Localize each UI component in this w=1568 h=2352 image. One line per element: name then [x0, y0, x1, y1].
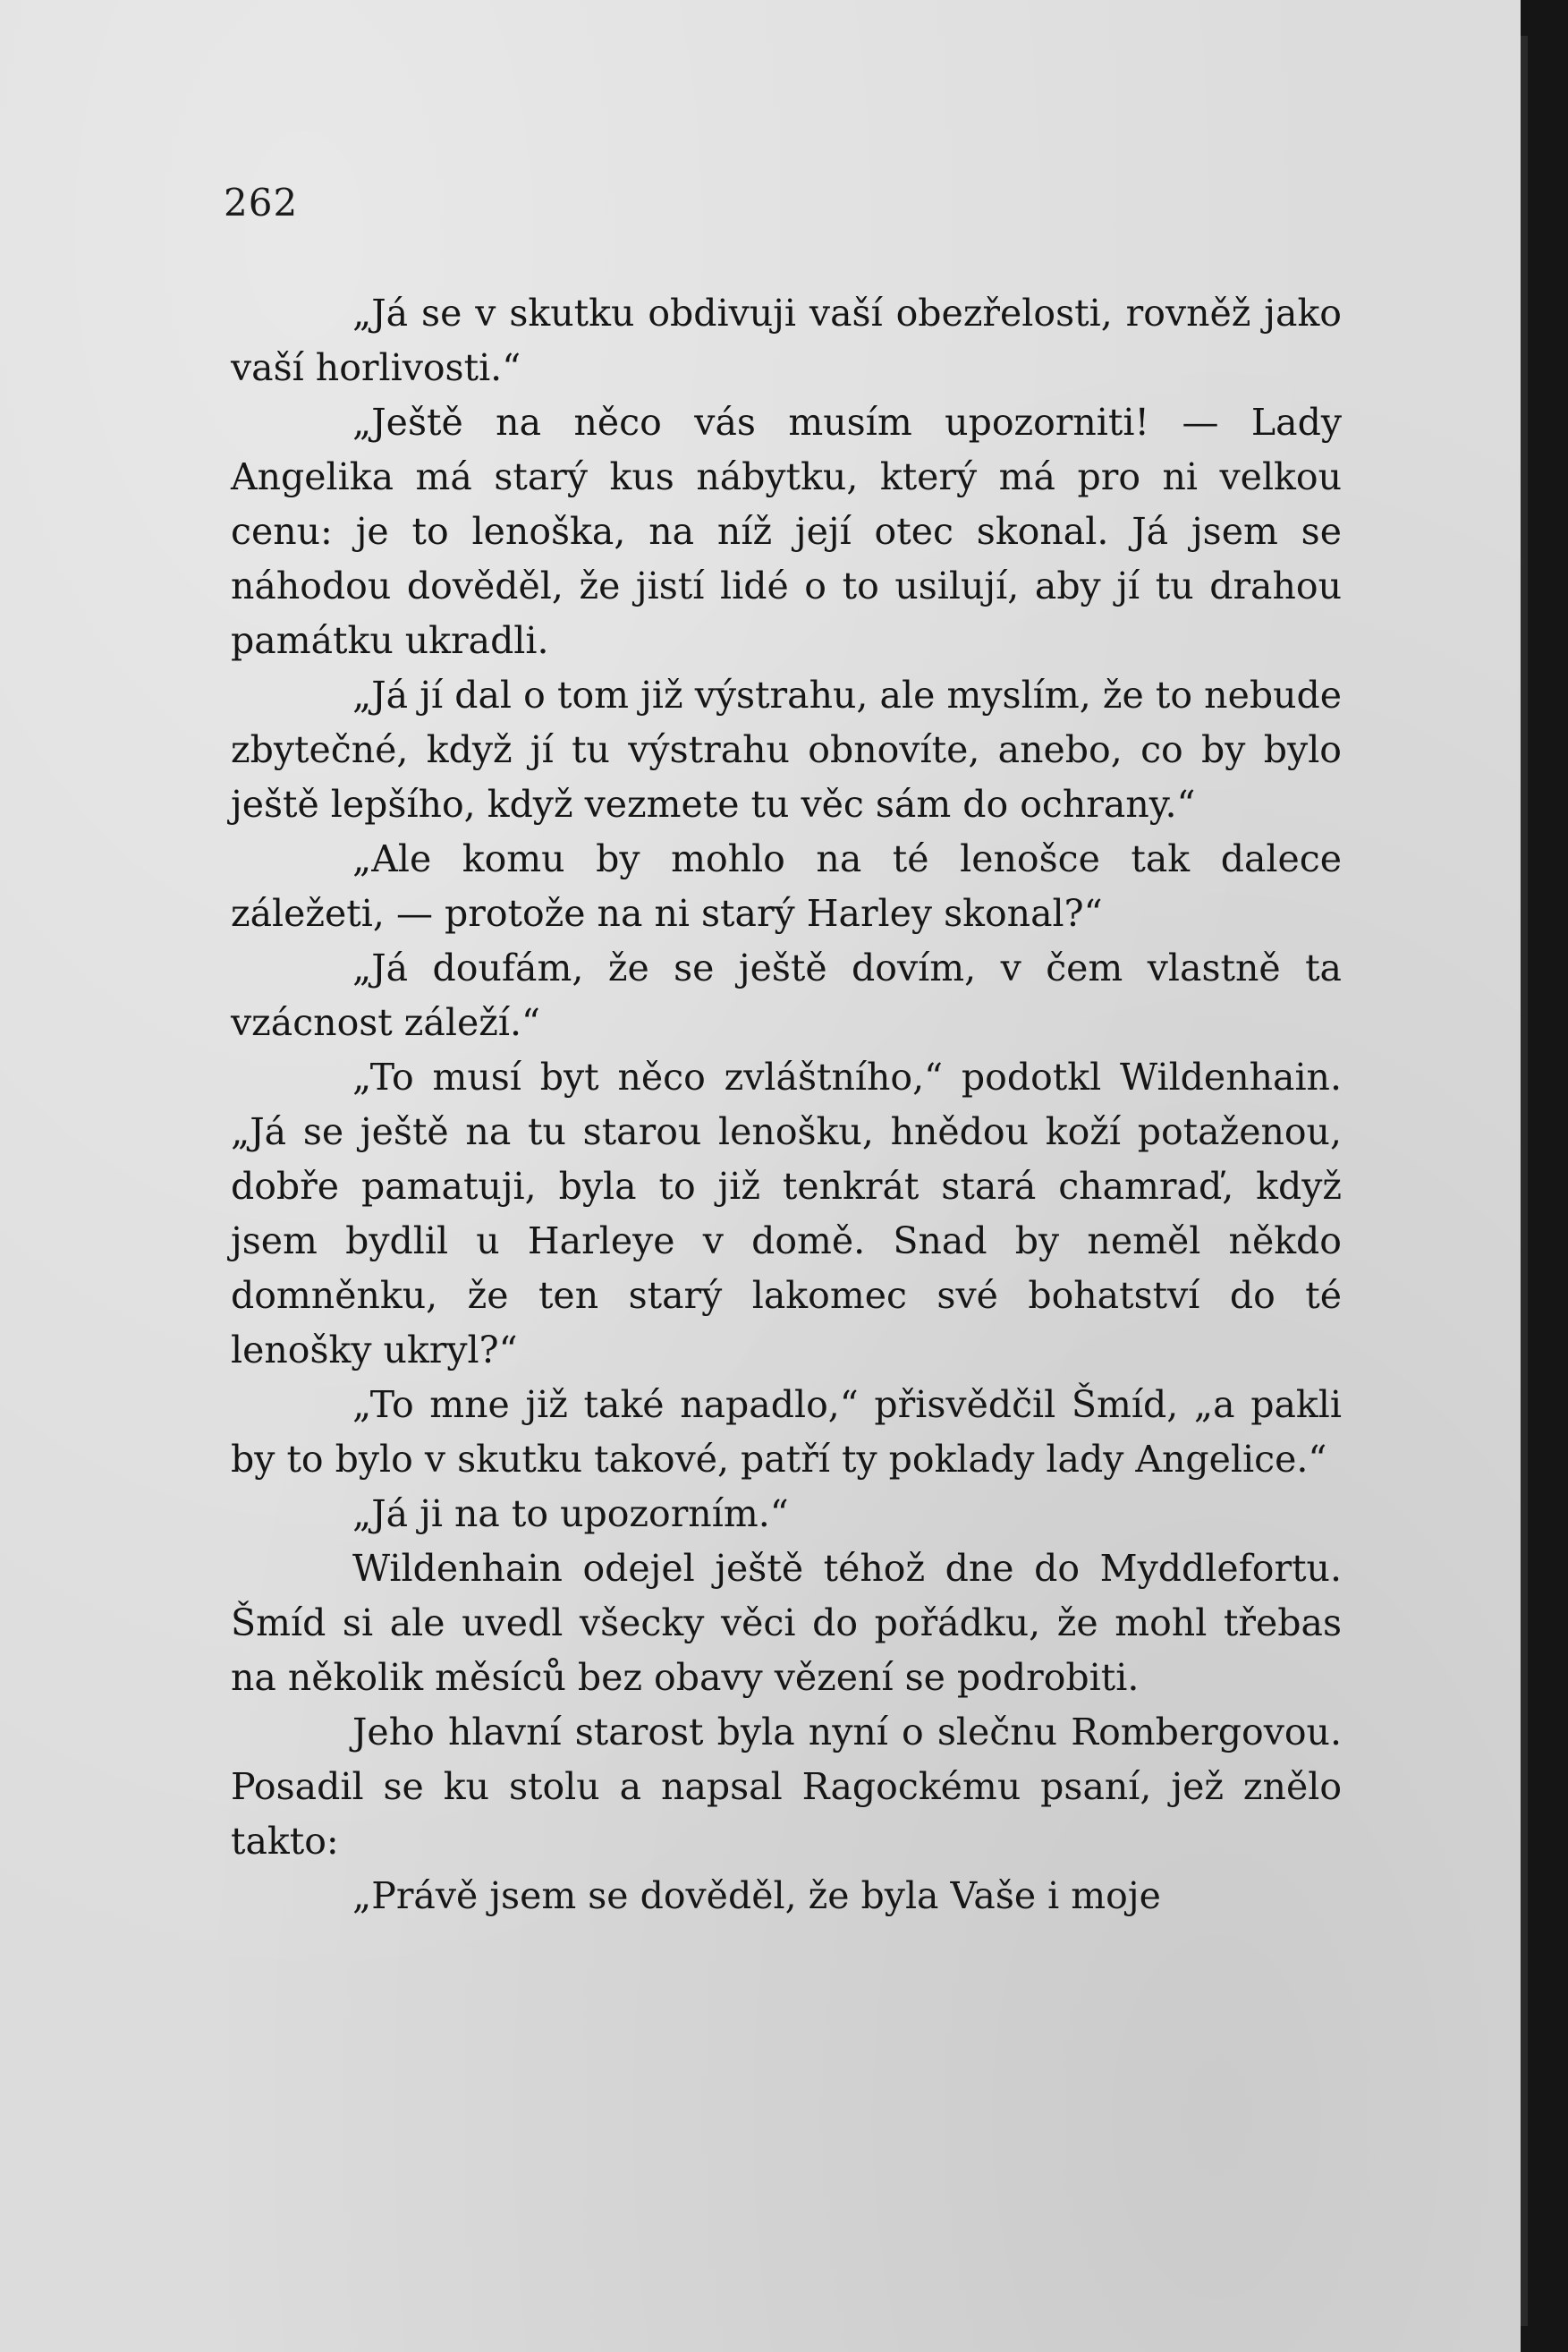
body-text [231, 286, 1342, 1923]
paragraph: „Ještě na něco vás musím upozorniti! — Lady Angelika má starý kus nábytku, který má pro ni velkou cenu: je to lenoška, na níž její otec skonal. Já jsem se náhodou dověděl, že jistí lidé o to usilují, aby jí tu drahou památku ukradli. [231, 401, 1342, 662]
paragraph: Jeho hlavní starost byla nyní o slečnu Rombergovou. Posadil se ku stolu a napsal Ragockému psaní, jež znělo takto: [231, 1711, 1342, 1863]
paragraph: „To mne již také napadlo,“ přisvědčil Šmíd, „a pakli by to bylo v skutku takové, patří ty poklady lady Angelice.“ [231, 1383, 1342, 1481]
paragraph: „Právě jsem se dověděl, že byla Vaše i moje [352, 1874, 1161, 1917]
paragraph: „Já ji na to upozorním.“ [352, 1492, 789, 1535]
paragraph: „Já se v skutku obdivuji vaší obezřelosti, rovněž jako vaší horlivosti.“ [231, 292, 1342, 389]
paragraph: „Ale komu by mohlo na té lenošce tak dalece záležeti, — protože na ni starý Harley skonal?“ [231, 837, 1342, 935]
page-edge-shadow [1521, 36, 1528, 2326]
paragraph: „To musí byt něco zvláštního,“ podotkl Wildenhain. „Já se ještě na tu starou lenošku, hnědou koží potaženou, dobře pamatuji, byla to již tenkrát stará chamraď, když jsem bydlil u Harleye v domě. Snad by neměl někdo domněnku, že ten starý lakomec své bohatství do té lenošky ukryl?“ [231, 1056, 1342, 1371]
paragraph: „Já jí dal o tom již výstrahu, ale myslím, že to nebude zbytečné, když jí tu výstrahu obnovíte, anebo, co by bylo ještě lepšího, když vezmete tu věc sám do ochrany.“ [231, 674, 1342, 826]
paragraph: Wildenhain odejel ještě téhož dne do Myddlefortu. Šmíd si ale uvedl všecky věci do pořádku, že mohl třebas na několik měsíců bez obavy vězení se podrobiti. [231, 1547, 1342, 1699]
page-number: 262 [224, 181, 299, 225]
paragraph: „Já doufám, že se ještě dovím, v čem vlastně ta vzácnost záleží.“ [231, 947, 1342, 1044]
